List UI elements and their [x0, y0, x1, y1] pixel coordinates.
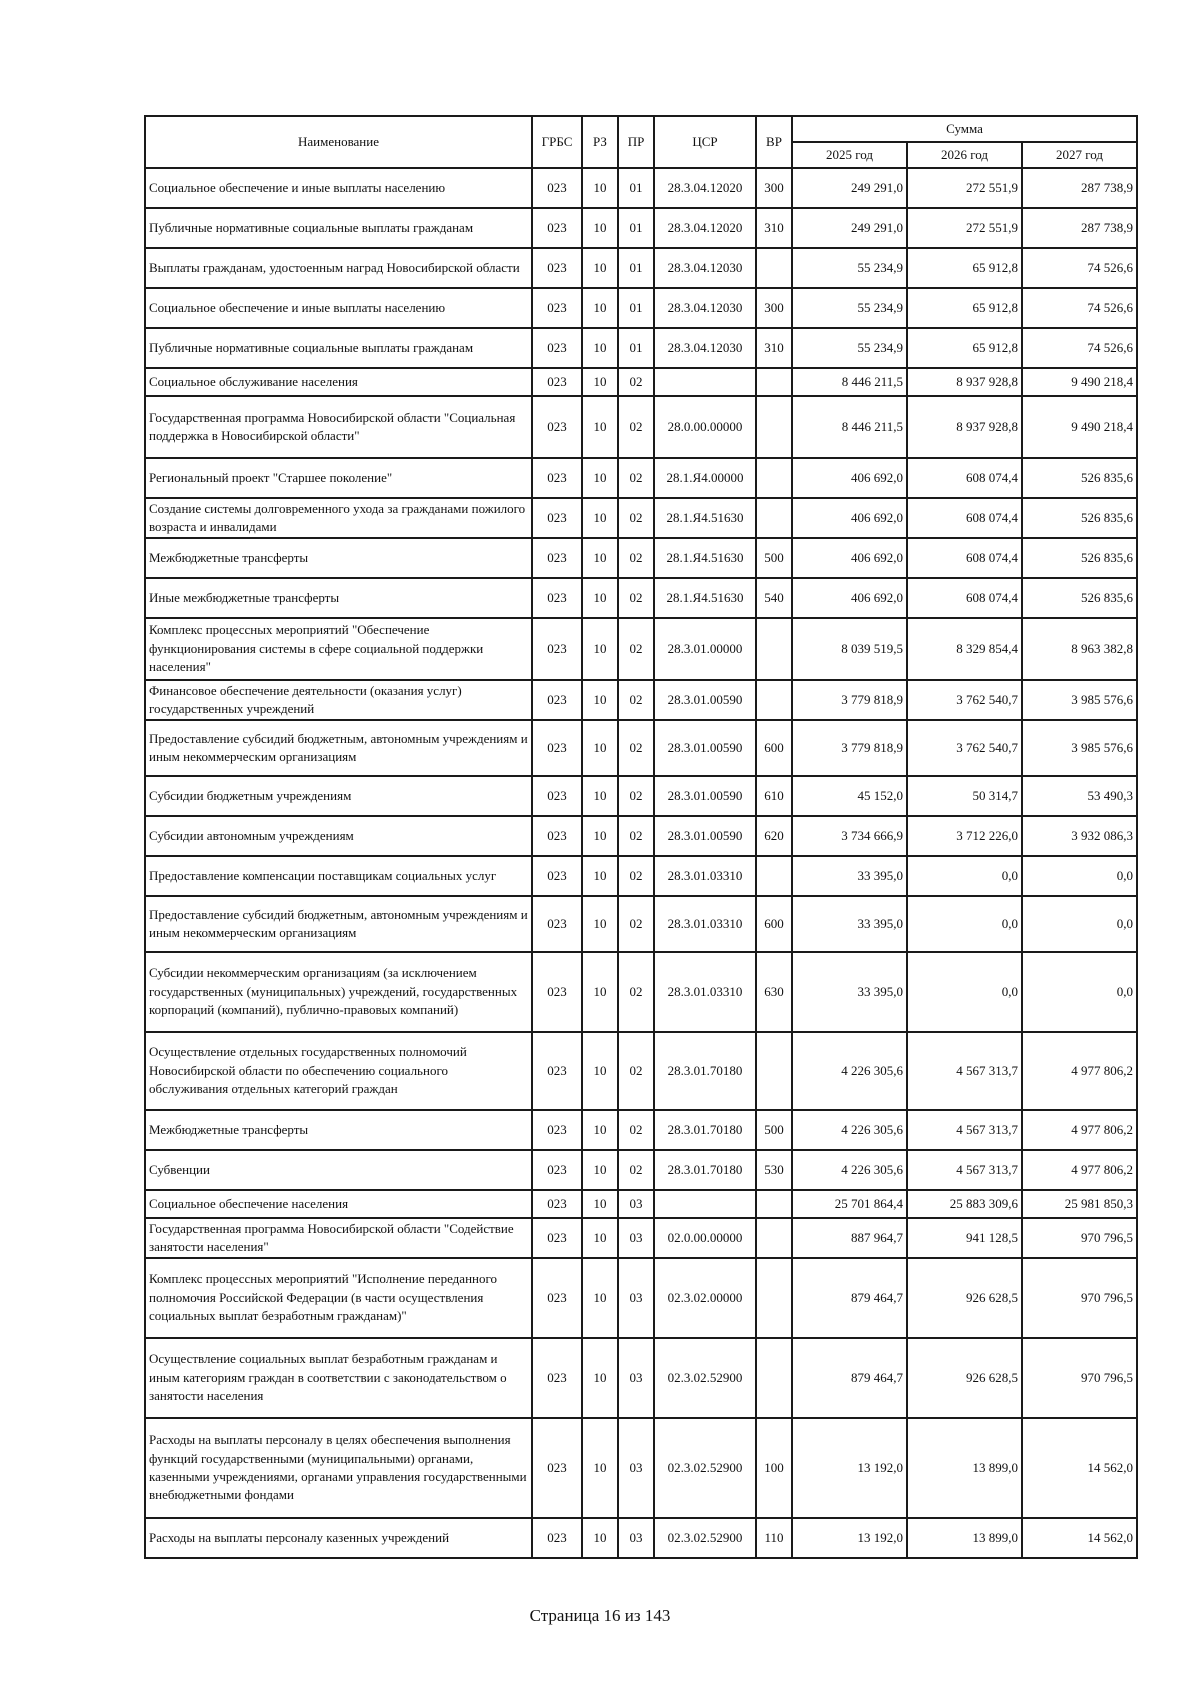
row-amount-2027: 4 977 806,2 — [1022, 1110, 1137, 1150]
row-vr — [756, 856, 792, 896]
row-pr: 01 — [618, 208, 654, 248]
row-vr: 300 — [756, 168, 792, 208]
row-pr: 02 — [618, 618, 654, 680]
row-amount-2026: 608 074,4 — [907, 498, 1022, 538]
row-rz: 10 — [582, 1218, 618, 1258]
row-name: Осуществление социальных выплат безработным гражданам и иным категориям граждан в соответствии с законодательством о занятости населения — [145, 1338, 532, 1418]
row-vr — [756, 1218, 792, 1258]
row-amount-2025: 887 964,7 — [792, 1218, 907, 1258]
table-row — [145, 578, 1137, 618]
row-amount-2026: 0,0 — [907, 856, 1022, 896]
table-body — [145, 168, 1137, 1558]
row-amount-2027: 526 835,6 — [1022, 538, 1137, 578]
row-rz: 10 — [582, 776, 618, 816]
row-amount-2027: 0,0 — [1022, 952, 1137, 1032]
table-row — [145, 1518, 1137, 1558]
row-amount-2026: 65 912,8 — [907, 328, 1022, 368]
row-amount-2027: 53 490,3 — [1022, 776, 1137, 816]
row-amount-2025: 55 234,9 — [792, 288, 907, 328]
row-vr — [756, 680, 792, 720]
table-row — [145, 368, 1137, 396]
table-row — [145, 1190, 1137, 1218]
row-vr: 310 — [756, 328, 792, 368]
row-csr: 28.3.04.12020 — [654, 168, 756, 208]
row-rz: 10 — [582, 288, 618, 328]
row-csr: 28.3.01.00590 — [654, 680, 756, 720]
row-amount-2026: 65 912,8 — [907, 288, 1022, 328]
row-amount-2025: 33 395,0 — [792, 856, 907, 896]
row-rz: 10 — [582, 1150, 618, 1190]
row-vr: 540 — [756, 578, 792, 618]
row-vr — [756, 1338, 792, 1418]
table-row — [145, 396, 1137, 458]
row-pr: 02 — [618, 952, 654, 1032]
row-csr: 02.3.02.00000 — [654, 1258, 756, 1338]
row-name: Выплаты гражданам, удостоенным наград Новосибирской области — [145, 248, 532, 288]
row-amount-2026: 941 128,5 — [907, 1218, 1022, 1258]
header-year-2026: 2026 год — [907, 142, 1022, 168]
row-pr: 02 — [618, 396, 654, 458]
row-name: Иные межбюджетные трансферты — [145, 578, 532, 618]
row-name: Межбюджетные трансферты — [145, 538, 532, 578]
row-name: Государственная программа Новосибирской области "Содействие занятости населения" — [145, 1218, 532, 1258]
row-amount-2025: 8 446 211,5 — [792, 396, 907, 458]
row-amount-2026: 65 912,8 — [907, 248, 1022, 288]
table-row — [145, 1258, 1137, 1338]
row-grbs: 023 — [532, 208, 582, 248]
row-vr: 630 — [756, 952, 792, 1032]
row-name: Региональный проект "Старшее поколение" — [145, 458, 532, 498]
row-amount-2026: 272 551,9 — [907, 208, 1022, 248]
row-name: Социальное обслуживание населения — [145, 368, 532, 396]
table-row — [145, 618, 1137, 680]
table-row — [145, 816, 1137, 856]
row-amount-2026: 25 883 309,6 — [907, 1190, 1022, 1218]
row-grbs: 023 — [532, 498, 582, 538]
row-name: Социальное обеспечение и иные выплаты населению — [145, 168, 532, 208]
row-pr: 01 — [618, 248, 654, 288]
row-grbs: 023 — [532, 1190, 582, 1218]
row-amount-2026: 4 567 313,7 — [907, 1032, 1022, 1110]
row-pr: 02 — [618, 368, 654, 396]
row-rz: 10 — [582, 1258, 618, 1338]
row-pr: 03 — [618, 1218, 654, 1258]
row-pr: 01 — [618, 328, 654, 368]
row-vr: 610 — [756, 776, 792, 816]
table-row — [145, 896, 1137, 952]
row-rz: 10 — [582, 896, 618, 952]
row-amount-2027: 4 977 806,2 — [1022, 1150, 1137, 1190]
row-grbs: 023 — [532, 168, 582, 208]
row-name: Расходы на выплаты персоналу казенных учреждений — [145, 1518, 532, 1558]
row-amount-2026: 926 628,5 — [907, 1338, 1022, 1418]
row-csr: 28.3.01.00000 — [654, 618, 756, 680]
row-name: Финансовое обеспечение деятельности (оказания услуг) государственных учреждений — [145, 680, 532, 720]
row-amount-2025: 4 226 305,6 — [792, 1032, 907, 1110]
row-amount-2026: 0,0 — [907, 952, 1022, 1032]
row-name: Публичные нормативные социальные выплаты гражданам — [145, 328, 532, 368]
row-amount-2026: 8 937 928,8 — [907, 396, 1022, 458]
row-amount-2026: 926 628,5 — [907, 1258, 1022, 1338]
row-amount-2025: 249 291,0 — [792, 208, 907, 248]
row-pr: 03 — [618, 1518, 654, 1558]
row-amount-2026: 13 899,0 — [907, 1418, 1022, 1518]
row-grbs: 023 — [532, 538, 582, 578]
row-amount-2027: 970 796,5 — [1022, 1258, 1137, 1338]
row-amount-2027: 4 977 806,2 — [1022, 1032, 1137, 1110]
row-amount-2027: 9 490 218,4 — [1022, 368, 1137, 396]
row-pr: 03 — [618, 1338, 654, 1418]
row-amount-2026: 13 899,0 — [907, 1518, 1022, 1558]
table-row — [145, 458, 1137, 498]
table-row — [145, 288, 1137, 328]
row-amount-2027: 526 835,6 — [1022, 458, 1137, 498]
row-csr: 02.0.00.00000 — [654, 1218, 756, 1258]
row-amount-2027: 14 562,0 — [1022, 1418, 1137, 1518]
row-csr: 28.3.04.12020 — [654, 208, 756, 248]
row-amount-2027: 3 985 576,6 — [1022, 680, 1137, 720]
row-amount-2025: 249 291,0 — [792, 168, 907, 208]
row-rz: 10 — [582, 1338, 618, 1418]
row-amount-2026: 608 074,4 — [907, 578, 1022, 618]
row-pr: 03 — [618, 1190, 654, 1218]
row-vr: 310 — [756, 208, 792, 248]
row-amount-2025: 13 192,0 — [792, 1518, 907, 1558]
row-grbs: 023 — [532, 1150, 582, 1190]
row-name: Субсидии автономным учреждениям — [145, 816, 532, 856]
table-row — [145, 1032, 1137, 1110]
row-pr: 01 — [618, 168, 654, 208]
table-row — [145, 208, 1137, 248]
row-vr: 620 — [756, 816, 792, 856]
row-amount-2026: 3 762 540,7 — [907, 680, 1022, 720]
table-row — [145, 1218, 1137, 1258]
row-vr: 300 — [756, 288, 792, 328]
table-row — [145, 168, 1137, 208]
row-amount-2025: 406 692,0 — [792, 578, 907, 618]
header-rz: РЗ — [582, 116, 618, 168]
row-pr: 02 — [618, 776, 654, 816]
row-csr: 28.3.01.03310 — [654, 896, 756, 952]
row-vr — [756, 498, 792, 538]
row-rz: 10 — [582, 168, 618, 208]
row-vr: 100 — [756, 1418, 792, 1518]
row-grbs: 023 — [532, 1218, 582, 1258]
table-row — [145, 538, 1137, 578]
row-rz: 10 — [582, 618, 618, 680]
row-amount-2025: 8 446 211,5 — [792, 368, 907, 396]
row-pr: 02 — [618, 1032, 654, 1110]
row-name: Осуществление отдельных государственных полномочий Новосибирской области по обеспечению социального обслуживания отдельных категорий граждан — [145, 1032, 532, 1110]
row-amount-2027: 287 738,9 — [1022, 168, 1137, 208]
row-vr: 600 — [756, 720, 792, 776]
budget-table — [144, 115, 1138, 1559]
table-row — [145, 952, 1137, 1032]
row-amount-2025: 33 395,0 — [792, 896, 907, 952]
header-year-2025: 2025 год — [792, 142, 907, 168]
table-row — [145, 328, 1137, 368]
table-row — [145, 776, 1137, 816]
table-row — [145, 498, 1137, 538]
row-amount-2025: 25 701 864,4 — [792, 1190, 907, 1218]
row-vr — [756, 1258, 792, 1338]
row-pr: 02 — [618, 538, 654, 578]
row-csr: 28.3.04.12030 — [654, 288, 756, 328]
row-grbs: 023 — [532, 816, 582, 856]
row-csr: 28.3.01.00590 — [654, 816, 756, 856]
row-grbs: 023 — [532, 458, 582, 498]
row-csr: 28.3.01.70180 — [654, 1110, 756, 1150]
row-amount-2025: 55 234,9 — [792, 328, 907, 368]
row-vr: 600 — [756, 896, 792, 952]
row-pr: 02 — [618, 578, 654, 618]
row-rz: 10 — [582, 1110, 618, 1150]
table-row — [145, 248, 1137, 288]
row-grbs: 023 — [532, 1338, 582, 1418]
row-grbs: 023 — [532, 680, 582, 720]
row-rz: 10 — [582, 856, 618, 896]
row-amount-2026: 8 937 928,8 — [907, 368, 1022, 396]
row-grbs: 023 — [532, 578, 582, 618]
row-grbs: 023 — [532, 328, 582, 368]
row-amount-2026: 4 567 313,7 — [907, 1150, 1022, 1190]
row-amount-2025: 8 039 519,5 — [792, 618, 907, 680]
row-name: Государственная программа Новосибирской области "Социальная поддержка в Новосибирской области" — [145, 396, 532, 458]
row-rz: 10 — [582, 538, 618, 578]
row-amount-2027: 3 932 086,3 — [1022, 816, 1137, 856]
row-csr: 28.0.00.00000 — [654, 396, 756, 458]
header-year-2027: 2027 год — [1022, 142, 1137, 168]
row-name: Создание системы долговременного ухода за гражданами пожилого возраста и инвалидами — [145, 498, 532, 538]
row-rz: 10 — [582, 720, 618, 776]
row-amount-2025: 879 464,7 — [792, 1338, 907, 1418]
row-rz: 10 — [582, 458, 618, 498]
row-rz: 10 — [582, 680, 618, 720]
row-amount-2025: 45 152,0 — [792, 776, 907, 816]
row-rz: 10 — [582, 1032, 618, 1110]
row-amount-2026: 50 314,7 — [907, 776, 1022, 816]
row-rz: 10 — [582, 208, 618, 248]
row-grbs: 023 — [532, 396, 582, 458]
row-vr — [756, 1190, 792, 1218]
row-csr: 28.1.Я4.51630 — [654, 498, 756, 538]
row-amount-2026: 608 074,4 — [907, 538, 1022, 578]
row-name: Публичные нормативные социальные выплаты гражданам — [145, 208, 532, 248]
header-vr: ВР — [756, 116, 792, 168]
row-amount-2027: 0,0 — [1022, 896, 1137, 952]
row-amount-2025: 879 464,7 — [792, 1258, 907, 1338]
row-csr: 28.3.01.03310 — [654, 856, 756, 896]
table-row — [145, 680, 1137, 720]
row-amount-2025: 55 234,9 — [792, 248, 907, 288]
row-grbs: 023 — [532, 1418, 582, 1518]
row-name: Комплекс процессных мероприятий "Исполнение переданного полномочия Российской Федерации (в части осуществления социальных выплат безработным гражданам)" — [145, 1258, 532, 1338]
row-amount-2027: 8 963 382,8 — [1022, 618, 1137, 680]
row-amount-2025: 3 734 666,9 — [792, 816, 907, 856]
row-rz: 10 — [582, 498, 618, 538]
row-pr: 02 — [618, 896, 654, 952]
header-name: Наименование — [145, 116, 532, 168]
row-amount-2027: 287 738,9 — [1022, 208, 1137, 248]
row-amount-2027: 74 526,6 — [1022, 288, 1137, 328]
row-rz: 10 — [582, 396, 618, 458]
header-grbs: ГРБС — [532, 116, 582, 168]
row-vr — [756, 618, 792, 680]
row-amount-2027: 74 526,6 — [1022, 248, 1137, 288]
row-name: Субвенции — [145, 1150, 532, 1190]
row-grbs: 023 — [532, 288, 582, 328]
table-row — [145, 1338, 1137, 1418]
row-amount-2026: 3 762 540,7 — [907, 720, 1022, 776]
row-grbs: 023 — [532, 368, 582, 396]
table-row — [145, 856, 1137, 896]
row-csr: 02.3.02.52900 — [654, 1338, 756, 1418]
row-grbs: 023 — [532, 248, 582, 288]
row-vr: 110 — [756, 1518, 792, 1558]
row-csr — [654, 368, 756, 396]
row-grbs: 023 — [532, 1032, 582, 1110]
row-grbs: 023 — [532, 618, 582, 680]
row-csr: 28.1.Я4.00000 — [654, 458, 756, 498]
row-amount-2026: 0,0 — [907, 896, 1022, 952]
row-grbs: 023 — [532, 1518, 582, 1558]
row-amount-2027: 14 562,0 — [1022, 1518, 1137, 1558]
row-csr: 28.1.Я4.51630 — [654, 578, 756, 618]
row-amount-2027: 0,0 — [1022, 856, 1137, 896]
row-name: Расходы на выплаты персоналу в целях обеспечения выполнения функций государственными (муниципальными) органами, казенными учреждениями, органами управления государственными внебюджетными фондами — [145, 1418, 532, 1518]
row-pr: 02 — [618, 856, 654, 896]
row-grbs: 023 — [532, 720, 582, 776]
row-vr — [756, 458, 792, 498]
row-pr: 02 — [618, 720, 654, 776]
row-rz: 10 — [582, 952, 618, 1032]
row-pr: 03 — [618, 1418, 654, 1518]
row-vr: 500 — [756, 538, 792, 578]
row-csr — [654, 1190, 756, 1218]
row-amount-2025: 406 692,0 — [792, 538, 907, 578]
row-csr: 28.3.04.12030 — [654, 328, 756, 368]
row-vr — [756, 1032, 792, 1110]
row-amount-2027: 970 796,5 — [1022, 1338, 1137, 1418]
row-amount-2025: 406 692,0 — [792, 458, 907, 498]
header-row — [145, 116, 1137, 142]
header-csr: ЦСР — [654, 116, 756, 168]
row-pr: 02 — [618, 498, 654, 538]
row-amount-2026: 8 329 854,4 — [907, 618, 1022, 680]
row-pr: 02 — [618, 458, 654, 498]
row-amount-2026: 272 551,9 — [907, 168, 1022, 208]
row-csr: 28.3.01.70180 — [654, 1032, 756, 1110]
row-csr: 28.3.01.03310 — [654, 952, 756, 1032]
row-amount-2027: 526 835,6 — [1022, 498, 1137, 538]
row-name: Предоставление компенсации поставщикам социальных услуг — [145, 856, 532, 896]
row-rz: 10 — [582, 248, 618, 288]
header-pr: ПР — [618, 116, 654, 168]
row-amount-2025: 3 779 818,9 — [792, 720, 907, 776]
row-amount-2025: 406 692,0 — [792, 498, 907, 538]
row-rz: 10 — [582, 328, 618, 368]
row-vr — [756, 248, 792, 288]
row-amount-2026: 608 074,4 — [907, 458, 1022, 498]
row-name: Предоставление субсидий бюджетным, автономным учреждениям и иным некоммерческим организациям — [145, 896, 532, 952]
row-amount-2025: 33 395,0 — [792, 952, 907, 1032]
row-csr: 28.3.01.00590 — [654, 776, 756, 816]
row-rz: 10 — [582, 1518, 618, 1558]
row-name: Субсидии бюджетным учреждениям — [145, 776, 532, 816]
row-grbs: 023 — [532, 1258, 582, 1338]
row-amount-2025: 4 226 305,6 — [792, 1110, 907, 1150]
row-rz: 10 — [582, 368, 618, 396]
row-amount-2025: 13 192,0 — [792, 1418, 907, 1518]
row-amount-2026: 4 567 313,7 — [907, 1110, 1022, 1150]
row-name: Субсидии некоммерческим организациям (за исключением государственных (муниципальных) учреждений, государственных корпораций (компаний), публично-правовых компаний) — [145, 952, 532, 1032]
row-amount-2027: 970 796,5 — [1022, 1218, 1137, 1258]
page-number: Страница 16 из 143 — [529, 1606, 671, 1625]
row-name: Комплекс процессных мероприятий "Обеспечение функционирования системы в сфере социальной поддержки населения" — [145, 618, 532, 680]
row-pr: 01 — [618, 288, 654, 328]
row-rz: 10 — [582, 578, 618, 618]
row-vr — [756, 368, 792, 396]
row-name: Социальное обеспечение и иные выплаты населению — [145, 288, 532, 328]
row-csr: 28.1.Я4.51630 — [654, 538, 756, 578]
table-header — [145, 116, 1137, 168]
table-row — [145, 1150, 1137, 1190]
row-csr: 02.3.02.52900 — [654, 1518, 756, 1558]
row-amount-2025: 4 226 305,6 — [792, 1150, 907, 1190]
row-amount-2025: 3 779 818,9 — [792, 680, 907, 720]
row-vr: 500 — [756, 1110, 792, 1150]
row-rz: 10 — [582, 1190, 618, 1218]
row-name: Социальное обеспечение населения — [145, 1190, 532, 1218]
row-rz: 10 — [582, 816, 618, 856]
row-grbs: 023 — [532, 896, 582, 952]
row-vr: 530 — [756, 1150, 792, 1190]
row-pr: 02 — [618, 1110, 654, 1150]
row-csr: 28.3.01.70180 — [654, 1150, 756, 1190]
row-grbs: 023 — [532, 856, 582, 896]
row-name: Межбюджетные трансферты — [145, 1110, 532, 1150]
row-csr: 02.3.02.52900 — [654, 1418, 756, 1518]
row-pr: 03 — [618, 1258, 654, 1338]
row-amount-2026: 3 712 226,0 — [907, 816, 1022, 856]
row-rz: 10 — [582, 1418, 618, 1518]
table-row — [145, 1110, 1137, 1150]
table-row — [145, 1418, 1137, 1518]
row-name: Предоставление субсидий бюджетным, автономным учреждениям и иным некоммерческим организациям — [145, 720, 532, 776]
row-csr: 28.3.01.00590 — [654, 720, 756, 776]
row-amount-2027: 526 835,6 — [1022, 578, 1137, 618]
row-amount-2027: 3 985 576,6 — [1022, 720, 1137, 776]
row-amount-2027: 74 526,6 — [1022, 328, 1137, 368]
row-amount-2027: 9 490 218,4 — [1022, 396, 1137, 458]
row-csr: 28.3.04.12030 — [654, 248, 756, 288]
row-grbs: 023 — [532, 776, 582, 816]
row-grbs: 023 — [532, 952, 582, 1032]
table-row — [145, 720, 1137, 776]
row-grbs: 023 — [532, 1110, 582, 1150]
row-pr: 02 — [618, 680, 654, 720]
row-vr — [756, 396, 792, 458]
header-sum: Сумма — [792, 116, 1137, 142]
row-pr: 02 — [618, 816, 654, 856]
row-amount-2027: 25 981 850,3 — [1022, 1190, 1137, 1218]
row-pr: 02 — [618, 1150, 654, 1190]
